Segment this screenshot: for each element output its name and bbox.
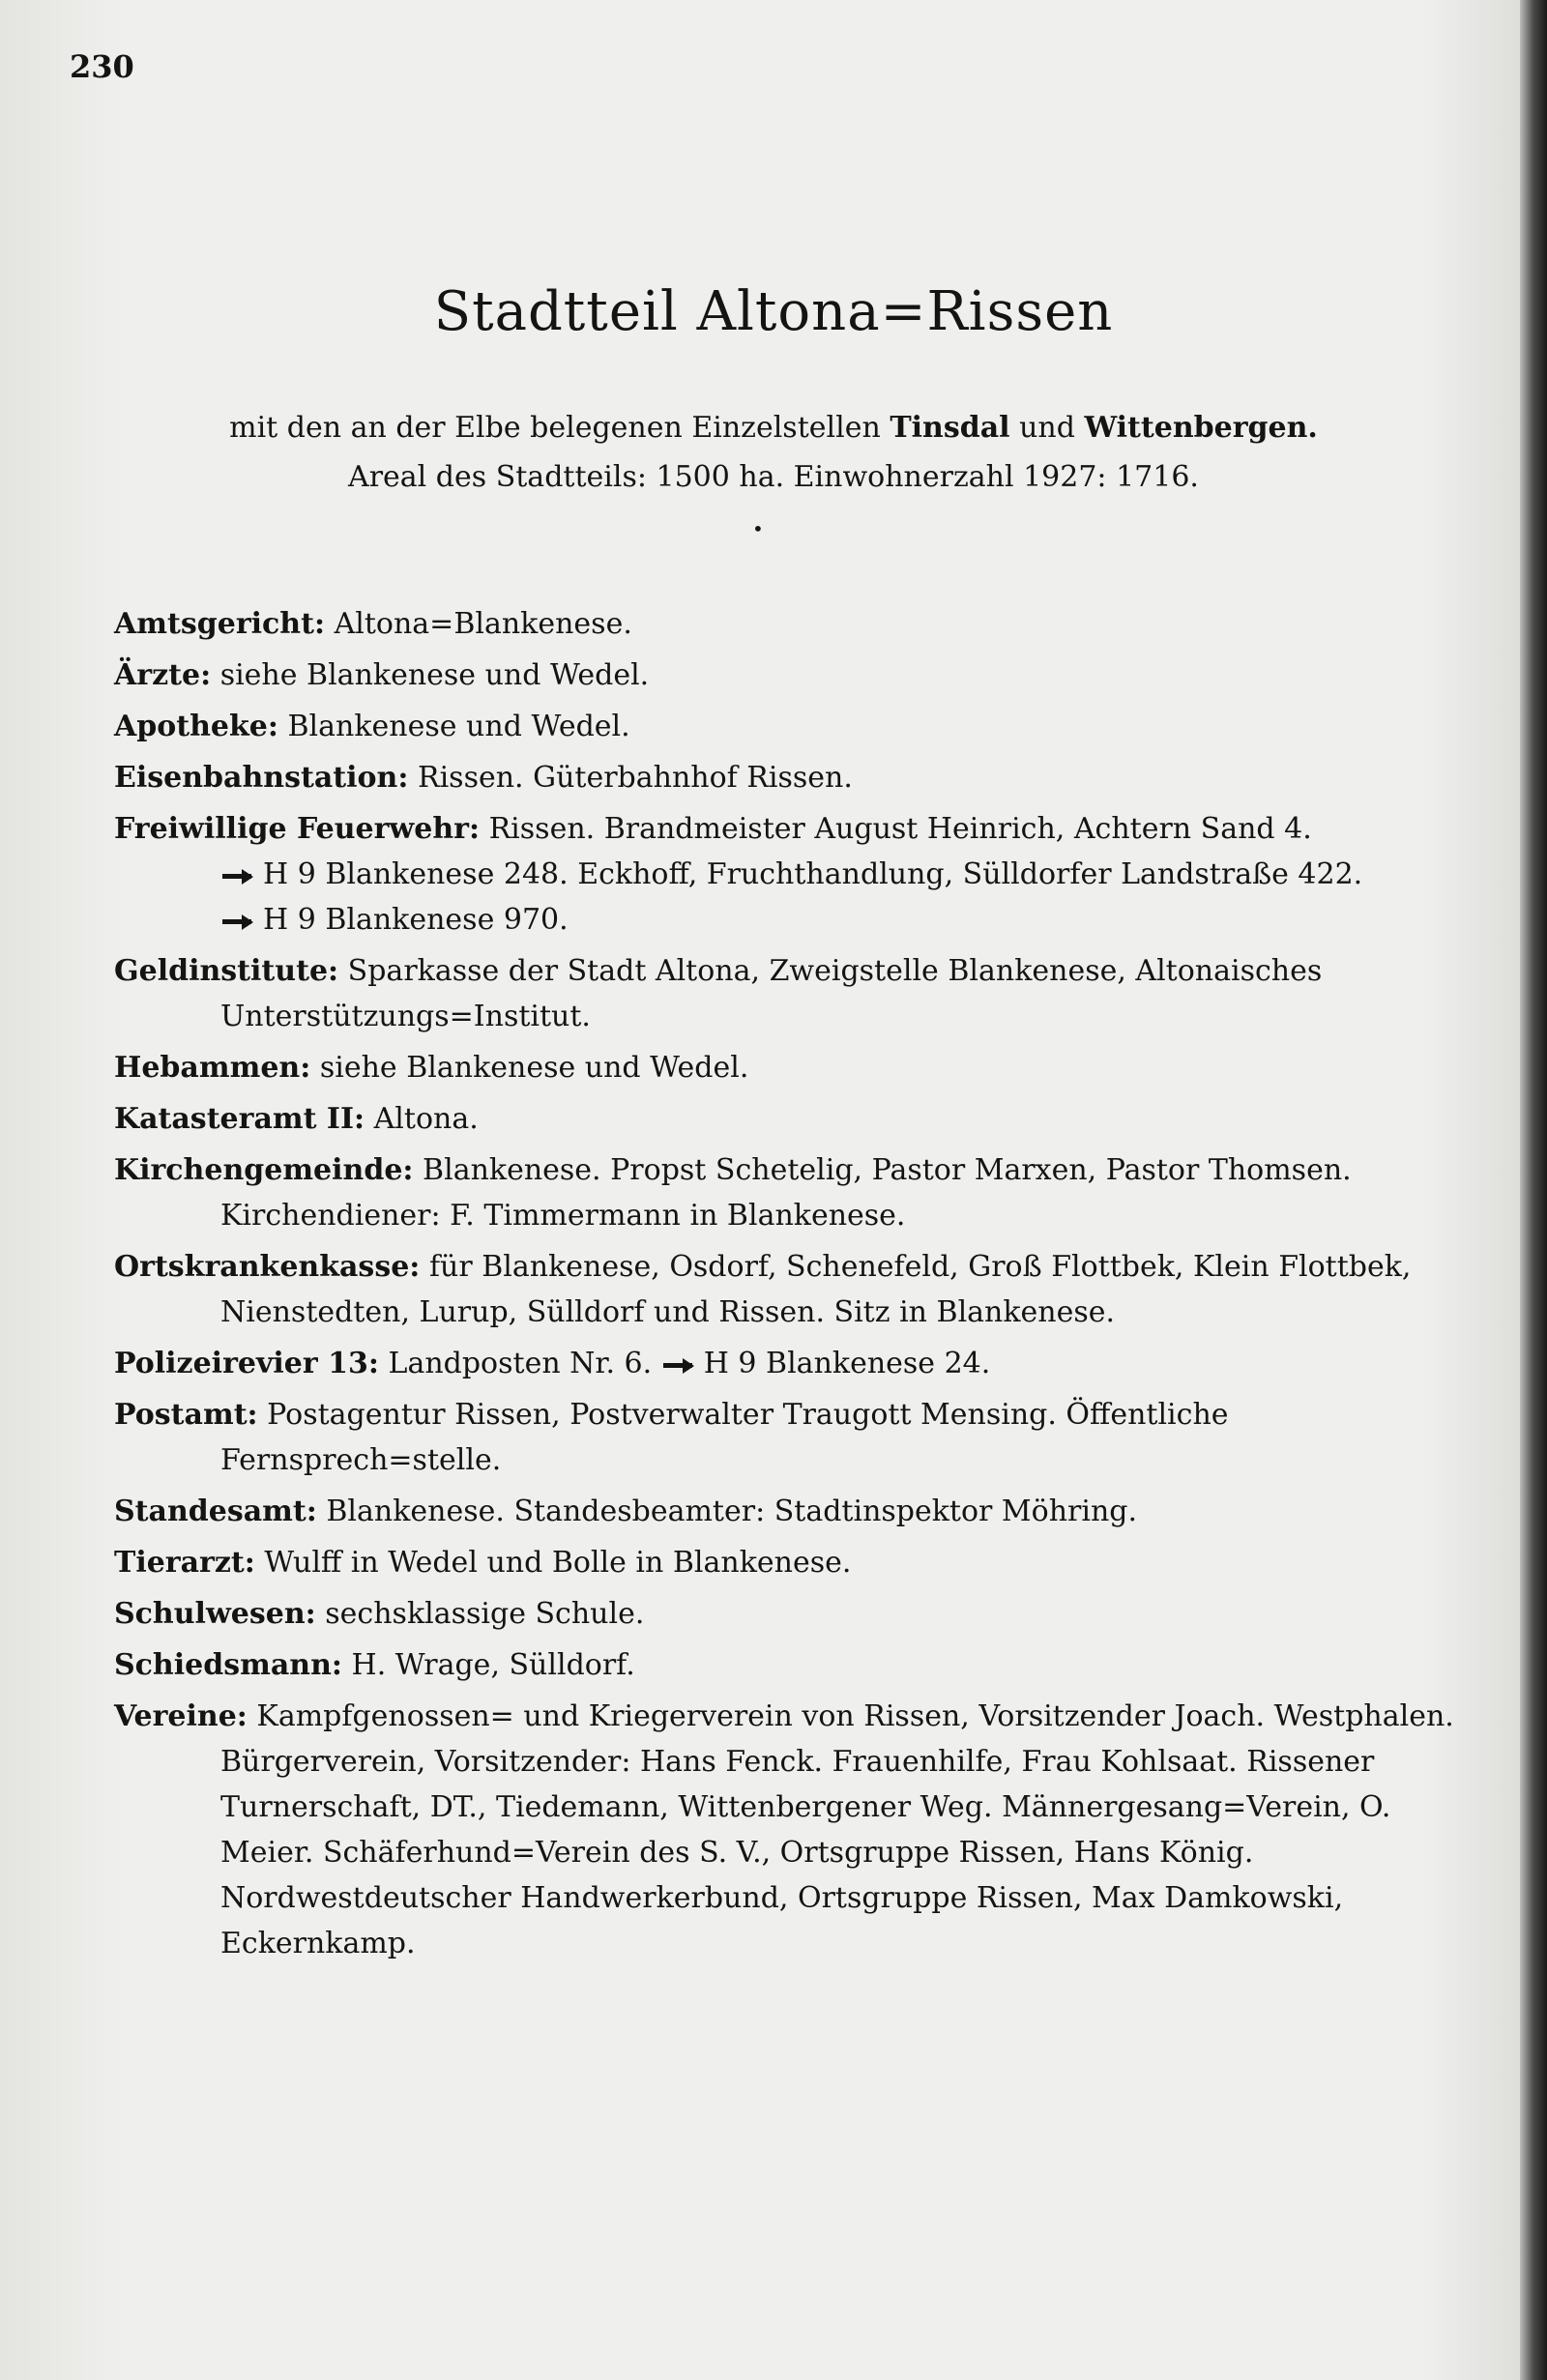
entry-katasteramt <box>114 1096 1487 1142</box>
entry-label: Postamt: <box>114 1398 258 1432</box>
entry-text: Altona=Blankenese. <box>334 607 632 641</box>
entry-schiedsmann <box>114 1642 1487 1688</box>
entry-label: Ärzte: <box>114 658 212 692</box>
entry-text: Blankenese. Propst Schetelig, Pastor Marxen, Pastor Thomsen. Kirchendiener: F. Timmermann in Blankenese. <box>220 1153 1352 1233</box>
entry-text: H. Wrage, Sülldorf. <box>351 1648 635 1682</box>
telephone-icon <box>220 866 253 885</box>
entry-phone-line-1 <box>220 852 1487 897</box>
entry-ortskrankenkasse <box>114 1244 1487 1335</box>
entry-label: Geldinstitute: <box>114 954 339 988</box>
entry-text: Wulff in Wedel und Bolle in Blankenese. <box>264 1546 852 1580</box>
entry-phone-text: H 9 Blankenese 970. <box>263 903 569 937</box>
entry-label: Hebammen: <box>114 1051 311 1085</box>
entry-label: Schiedsmann: <box>114 1648 342 1682</box>
entry-text: Rissen. Brandmeister August Heinrich, Achtern Sand 4. <box>488 812 1312 846</box>
entry-eisenbahnstation <box>114 755 1487 800</box>
entry-text: sechsklassige Schule. <box>325 1597 645 1631</box>
subtitle-line-1 <box>0 411 1547 445</box>
entry-geldinstitute <box>114 948 1487 1039</box>
entry-amtsgericht <box>114 601 1487 647</box>
entry-schulwesen <box>114 1591 1487 1637</box>
entry-text: siehe Blankenese und Wedel. <box>319 1051 749 1085</box>
entry-postamt <box>114 1392 1487 1483</box>
page-edge-shadow <box>1520 0 1547 2380</box>
entry-label: Katasteramt II: <box>114 1102 365 1136</box>
directory-entries <box>114 601 1487 1972</box>
entry-hebammen <box>114 1045 1487 1090</box>
page-title: Stadtteil Altona=Rissen <box>433 280 1114 343</box>
entry-text: Altona. <box>373 1102 479 1136</box>
subtitle-text-a: mit den an der Elbe belegenen Einzelstellen <box>229 411 890 445</box>
entry-text: Kampfgenossen= und Kriegerverein von Rissen, Vorsitzender Joach. Westphalen. Bürgerverein, Vorsitzender: Hans Fenck. Frauenhilfe, Frau Kohlsaat. Rissener Turnerschaft, DT., Tiedemann, Wittenbergener Weg. Männergesang=Verein, O. Meier. Schäferhund=Verein des S. V., Ortsgruppe Rissen, Hans König. Nordwestdeutscher Handwerkerbund, Ortsgruppe Rissen, Max Damkowski, Eckernkamp. <box>220 1699 1454 1960</box>
subtitle-line-2: Areal des Stadtteils: 1500 ha. Einwohnerzahl 1927: 1716. <box>348 460 1199 494</box>
telephone-icon <box>661 1355 694 1375</box>
entry-text: Landposten Nr. 6. <box>388 1347 653 1380</box>
entry-kirchengemeinde <box>114 1147 1487 1238</box>
entry-text: Rissen. Güterbahnhof Rissen. <box>417 761 853 795</box>
entry-aerzte <box>114 653 1487 698</box>
entry-label: Polizeirevier 13: <box>114 1347 379 1380</box>
entry-text: siehe Blankenese und Wedel. <box>219 658 650 692</box>
entry-apotheke <box>114 704 1487 749</box>
entry-label: Tierarzt: <box>114 1546 255 1580</box>
entry-label: Ortskrankenkasse: <box>114 1250 421 1284</box>
entry-label: Standesamt: <box>114 1495 317 1528</box>
entry-text: Blankenese und Wedel. <box>287 710 630 743</box>
subtitle-place-tinsdal: Tinsdal <box>890 411 1010 445</box>
entry-label: Eisenbahnstation: <box>114 761 409 795</box>
page-number: 230 <box>70 48 134 85</box>
entry-phone-text: H 9 Blankenese 24. <box>703 1347 991 1380</box>
subtitle-place-wittenbergen: Wittenbergen. <box>1084 411 1318 445</box>
entry-text: Blankenese. Standesbeamter: Stadtinspektor Möhring. <box>326 1495 1138 1528</box>
entry-text: für Blankenese, Osdorf, Schenefeld, Groß Flottbek, Klein Flottbek, Nienstedten, Lurup, Sülldorf und Rissen. Sitz in Blankenese. <box>220 1250 1412 1329</box>
entry-label: Freiwillige Feuerwehr: <box>114 812 481 846</box>
entry-vereine <box>114 1694 1487 1966</box>
entry-feuerwehr <box>114 806 1487 943</box>
entry-phone-line-2 <box>220 897 1487 943</box>
subtitle-text-b: und <box>1009 411 1085 445</box>
entry-text: Postagentur Rissen, Postverwalter Traugott Mensing. Öffentliche Fernsprech=stelle. <box>220 1398 1229 1477</box>
entry-tierarzt <box>114 1540 1487 1585</box>
entry-text: Sparkasse der Stadt Altona, Zweigstelle Blankenese, Altonaisches Unterstützungs=Institut. <box>220 954 1323 1033</box>
entry-label: Vereine: <box>114 1699 248 1733</box>
decorative-mark: • <box>752 517 764 540</box>
telephone-icon <box>220 912 253 931</box>
entry-phone-text: H 9 Blankenese 248. Eckhoff, Fruchthandlung, Sülldorfer Landstraße 422. <box>263 857 1363 891</box>
entry-label: Kirchengemeinde: <box>114 1153 414 1187</box>
entry-standesamt <box>114 1489 1487 1534</box>
entry-label: Amtsgericht: <box>114 607 326 641</box>
entry-polizeirevier <box>114 1341 1487 1386</box>
entry-label: Apotheke: <box>114 710 278 743</box>
entry-label: Schulwesen: <box>114 1597 316 1631</box>
